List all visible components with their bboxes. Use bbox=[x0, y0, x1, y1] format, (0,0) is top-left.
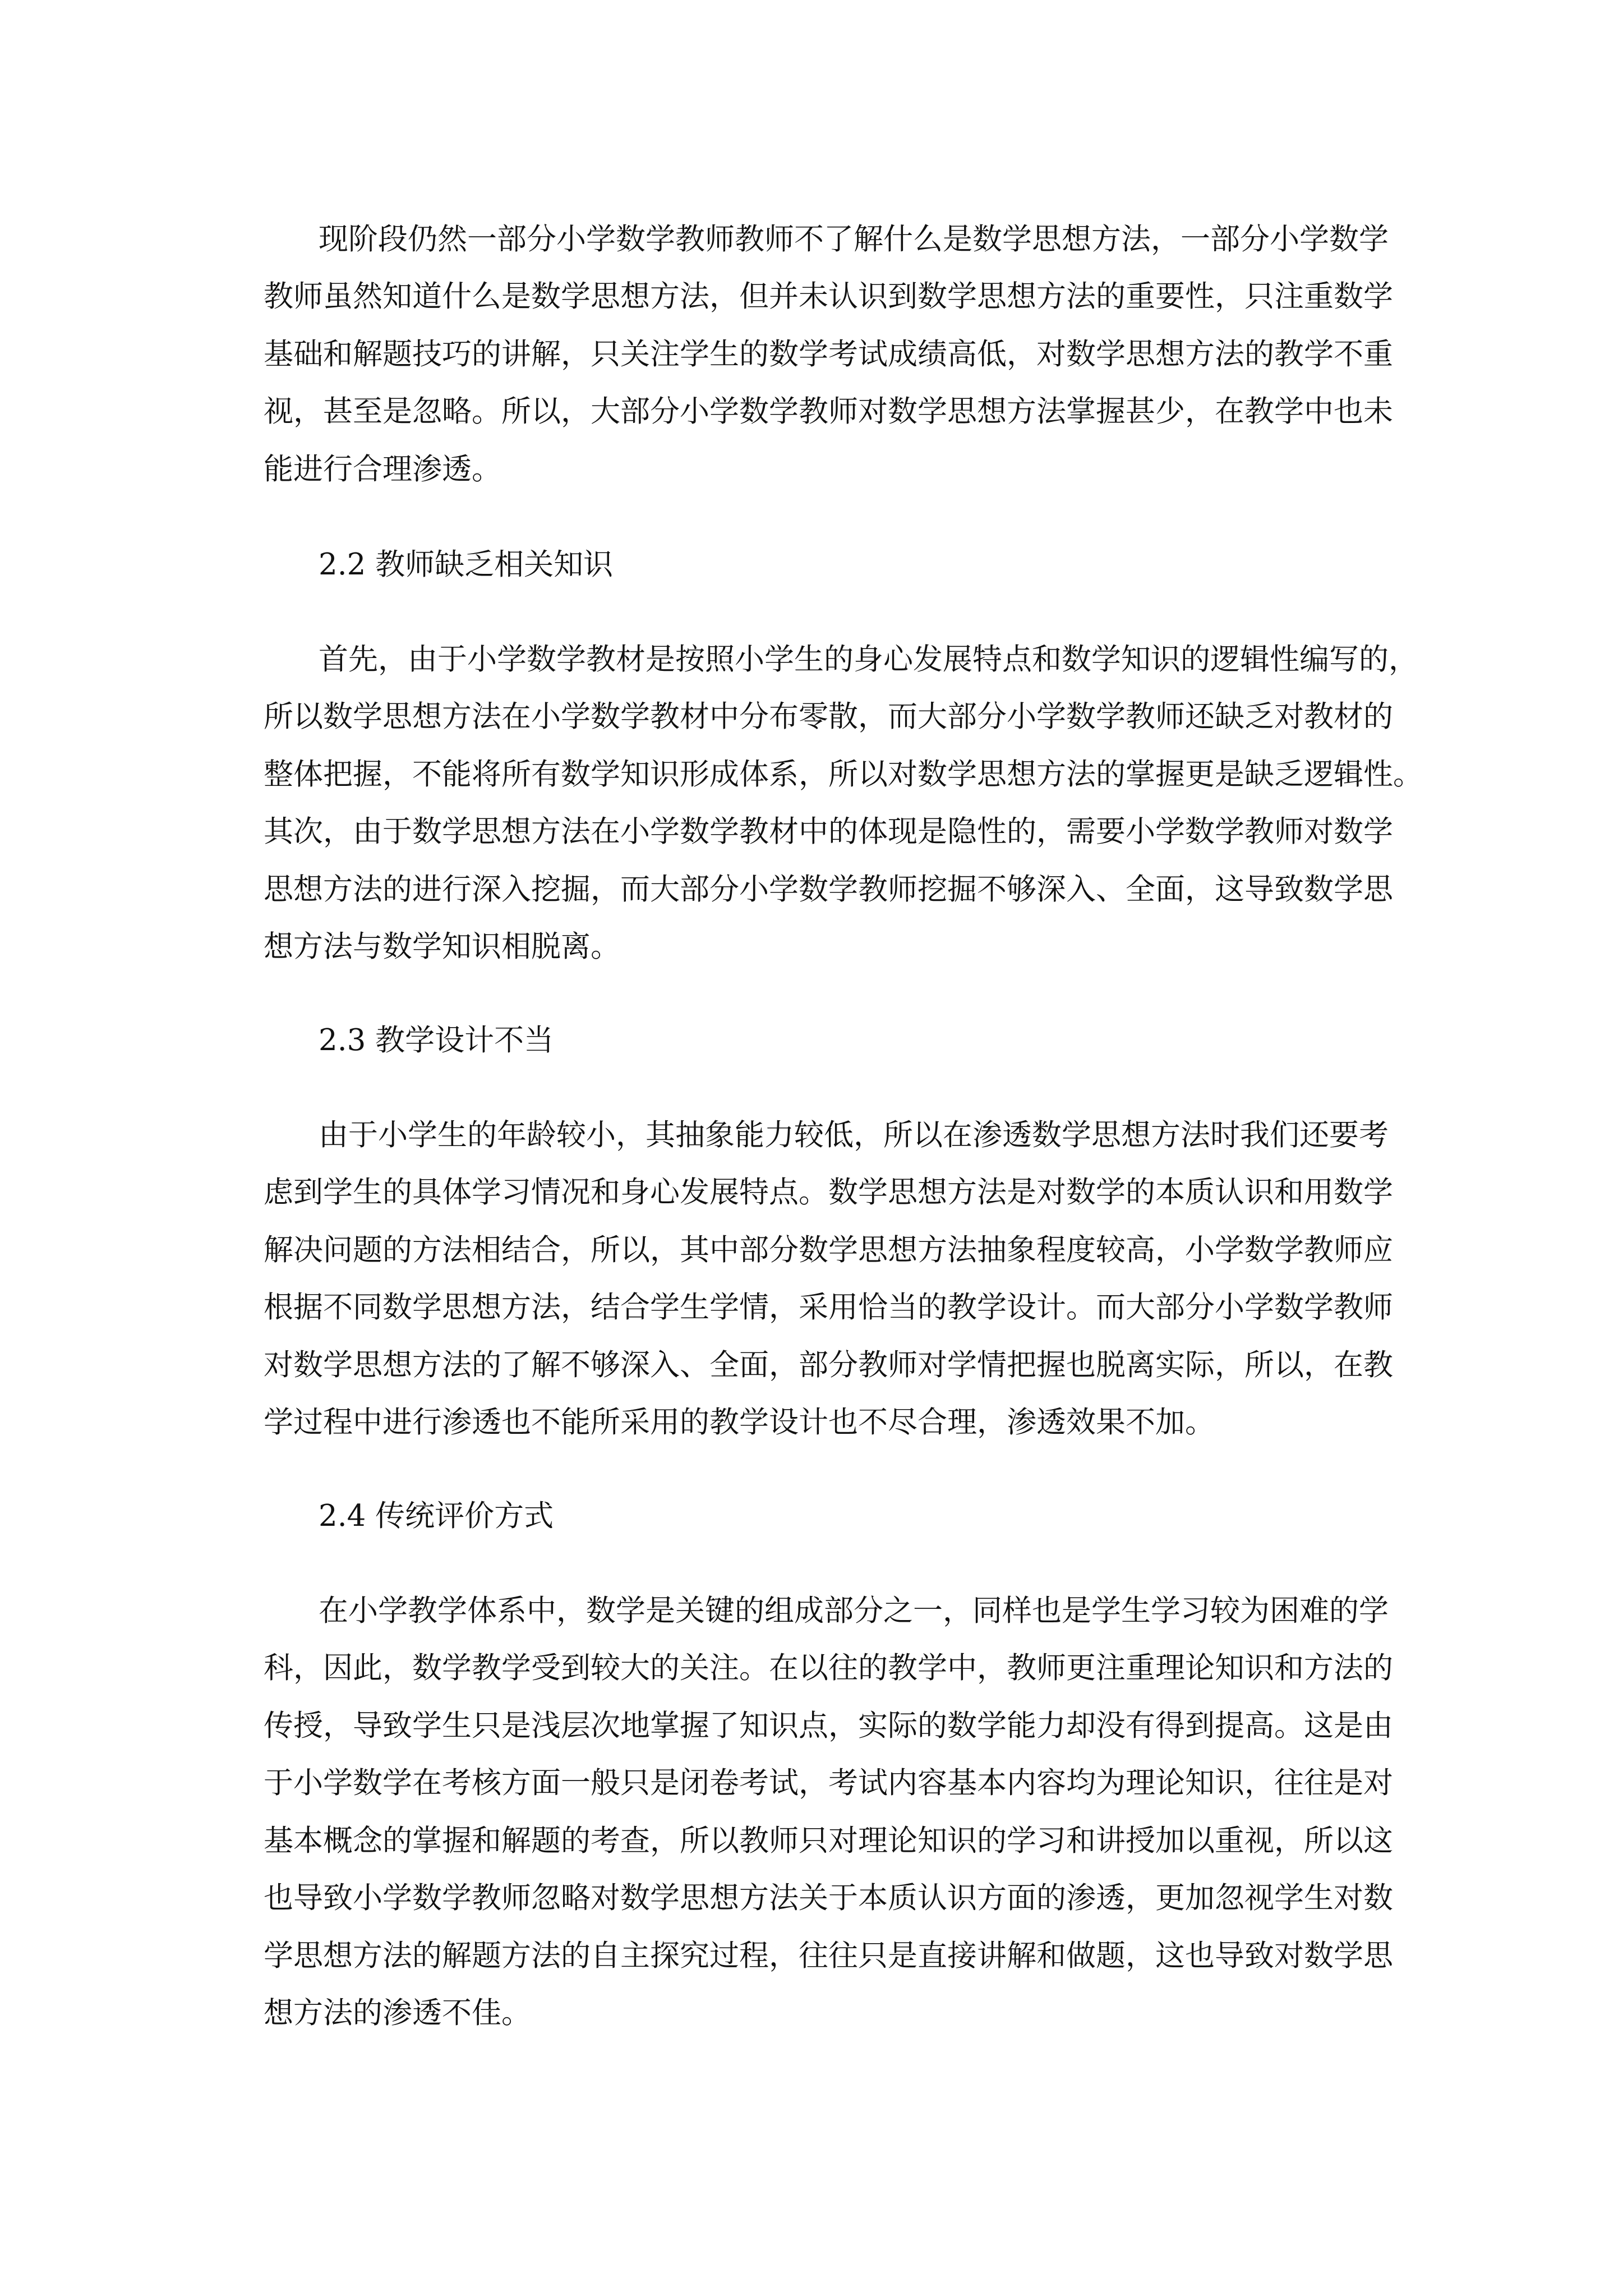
section-heading-2-2: 2.2 教师缺乏相关知识 bbox=[319, 547, 614, 582]
paragraph-4-line-8: 想方法的渗透不佳。 bbox=[264, 1996, 531, 2030]
paragraph-3-line-6: 学过程中进行渗透也不能所采用的教学设计也不尽合理，渗透效果不加。 bbox=[264, 1405, 1215, 1439]
paragraph-2-line-5: 思想方法的进行深入挖掘，而大部分小学数学教师挖掘不够深入、全面，这导致数学思 bbox=[264, 872, 1393, 907]
paragraph-4-line-3: 传授，导致学生只是浅层次地掌握了知识点，实际的数学能力却没有得到提高。这是由 bbox=[264, 1709, 1393, 1743]
paragraph-4-line-7: 学思想方法的解题方法的自主探究过程，往往只是直接讲解和做题，这也导致对数学思 bbox=[264, 1939, 1393, 1973]
section-heading-2-4: 2.4 传统评价方式 bbox=[319, 1499, 554, 1533]
paragraph-4-line-2: 科，因此，数学教学受到较大的关注。在以往的教学中，教师更注重理论知识和方法的 bbox=[264, 1651, 1393, 1685]
paragraph-3-line-4: 根据不同数学思想方法，结合学生学情，采用恰当的教学设计。而大部分小学数学教师 bbox=[264, 1290, 1393, 1324]
paragraph-1-line-3: 基础和解题技巧的讲解，只关注学生的数学考试成绩高低，对数学思想方法的教学不重 bbox=[264, 337, 1393, 371]
paragraph-3-line-5: 对数学思想方法的了解不够深入、全面，部分教师对学情把握也脱离实际，所以，在教 bbox=[264, 1348, 1393, 1382]
paragraph-4-line-1: 在小学教学体系中，数学是关键的组成部分之一，同样也是学生学习较为困难的学 bbox=[319, 1594, 1389, 1628]
paragraph-1-line-2: 教师虽然知道什么是数学思想方法，但并未认识到数学思想方法的重要性，只注重数学 bbox=[264, 279, 1393, 314]
paragraph-3-line-1: 由于小学生的年龄较小，其抽象能力较低，所以在渗透数学思想方法时我们还要考 bbox=[319, 1118, 1389, 1152]
section-heading-2-3: 2.3 教学设计不当 bbox=[319, 1023, 554, 1057]
paragraph-4-line-5: 基本概念的掌握和解题的考查，所以教师只对理论知识的学习和讲授加以重视，所以这 bbox=[264, 1824, 1393, 1858]
paragraph-1-line-1: 现阶段仍然一部分小学数学教师教师不了解什么是数学思想方法，一部分小学数学 bbox=[319, 222, 1389, 256]
paragraph-4-line-4: 于小学数学在考核方面一般只是闭卷考试，考试内容基本内容均为理论知识，往往是对 bbox=[264, 1766, 1393, 1800]
paragraph-2-line-6: 想方法与数学知识相脱离。 bbox=[264, 930, 620, 964]
paragraph-2-line-3: 整体把握，不能将所有数学知识形成体系，所以对数学思想方法的掌握更是缺乏逻辑性。 bbox=[264, 757, 1423, 792]
paragraph-1-line-5: 能进行合理渗透。 bbox=[264, 452, 501, 486]
paragraph-2-line-4: 其次，由于数学思想方法在小学数学教材中的体现是隐性的，需要小学数学教师对数学 bbox=[264, 815, 1393, 849]
paragraph-3-line-3: 解决问题的方法相结合，所以，其中部分数学思想方法抽象程度较高，小学数学教师应 bbox=[264, 1233, 1393, 1267]
paragraph-2-line-2: 所以数学思想方法在小学数学教材中分布零散，而大部分小学数学教师还缺乏对教材的 bbox=[264, 700, 1393, 734]
paragraph-4-line-6: 也导致小学数学教师忽略对数学思想方法关于本质认识方面的渗透，更加忽视学生对数 bbox=[264, 1881, 1393, 1915]
paragraph-3-line-2: 虑到学生的具体学习情况和身心发展特点。数学思想方法是对数学的本质认识和用数学 bbox=[264, 1175, 1393, 1209]
paragraph-2-line-1: 首先，由于小学数学教材是按照小学生的身心发展特点和数学知识的逻辑性编写的， bbox=[319, 642, 1418, 677]
paragraph-1-line-4: 视，甚至是忽略。所以，大部分小学数学教师对数学思想方法掌握甚少，在教学中也未 bbox=[264, 394, 1393, 429]
